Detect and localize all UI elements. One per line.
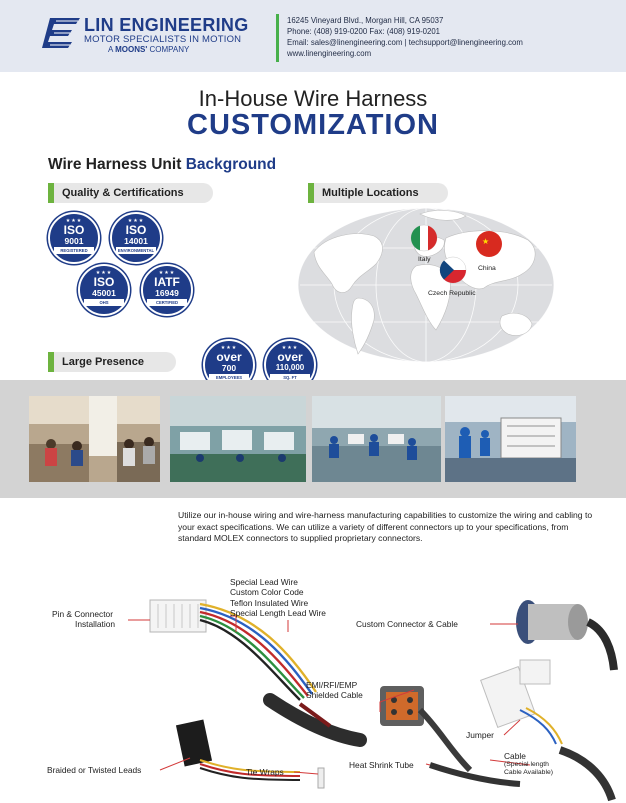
badge-number: 9001 — [64, 236, 84, 246]
czech-flag-icon — [440, 257, 466, 283]
badge-number: 14001 — [124, 236, 148, 246]
badge-title: ISO — [125, 223, 147, 237]
contact-phone: Phone: (408) 919-0200 Fax: (408) 919-0201 — [287, 27, 441, 36]
factory-photo-1 — [29, 396, 160, 482]
badge-number: 16949 — [155, 288, 179, 298]
callout-cable-note1: (Special length — [504, 761, 549, 768]
pill-presence-label: Large Presence — [62, 356, 144, 368]
page-title-line2: CUSTOMIZATION — [187, 109, 439, 141]
contact-website[interactable]: www.linengineering.com — [287, 49, 372, 58]
iatf-16949-badge — [141, 264, 193, 316]
logo-company-brand: MOONS' — [115, 45, 148, 54]
star-icon: ★★★ — [281, 345, 299, 351]
callout-custom-connector: Custom Connector & Cable — [356, 619, 458, 629]
callout-braided: Braided or Twisted Leads — [47, 765, 142, 775]
molex-connector-icon — [150, 600, 206, 632]
star-icon: ★★★ — [65, 218, 83, 224]
callout-special-1: Special Lead Wire — [230, 577, 298, 587]
callout-heat-shrink: Heat Shrink Tube — [349, 760, 414, 770]
section-heading-accent: Background — [185, 156, 277, 173]
dt-connector-icon — [380, 686, 470, 770]
badge-band: SQ. FT — [270, 374, 310, 381]
logo-company-prefix: A — [108, 45, 113, 54]
pill-bar — [308, 183, 314, 203]
contact-email[interactable]: Email: sales@linengineering.com | techsupport@linengineering.com — [287, 38, 523, 47]
badge-band: OHS — [84, 299, 124, 306]
badge-band: ENVIRONMENTAL — [117, 248, 155, 253]
badge-number: 110,000 — [275, 363, 305, 372]
callout-emi-line2: Shielded Cable — [306, 690, 363, 700]
pill-locations-label: Multiple Locations — [322, 187, 419, 199]
pill-quality-label: Quality & Certifications — [62, 187, 184, 199]
star-icon: ★★★ — [158, 270, 176, 276]
badge-number: 700 — [221, 363, 237, 373]
callout-special-4: Special Length Lead Wire — [230, 608, 326, 618]
svg-text:★: ★ — [482, 237, 490, 246]
callout-jumper: Jumper — [466, 730, 494, 740]
callout-special-2: Custom Color Code — [230, 587, 304, 597]
star-icon: ★★★ — [95, 270, 113, 276]
badge-band: EMPLOYEES — [209, 374, 249, 381]
callout-cable: Cable — [504, 751, 526, 761]
star-icon: ★★★ — [220, 345, 238, 351]
czech-label: Czech Republic — [428, 290, 476, 297]
iso-9001-badge — [48, 212, 100, 264]
page-title-line1: In-House Wire Harness — [198, 86, 428, 111]
logo-tagline: MOTOR SPECIALISTS IN MOTION — [84, 34, 242, 45]
pill-presence — [48, 352, 176, 372]
callout-tie-wraps: Tie Wraps — [246, 767, 284, 777]
logo-company-suffix: COMPANY — [149, 45, 190, 54]
tie-wrap-icon — [318, 768, 324, 788]
badge-band: CERTIFIED — [147, 299, 187, 306]
china-label: China — [478, 265, 496, 272]
callout-emi-line1: EMI/RFI/EMP — [306, 680, 358, 690]
header-divider — [276, 14, 279, 62]
pill-locations — [308, 183, 448, 203]
iso-45001-badge — [78, 264, 130, 316]
section-heading — [48, 156, 276, 174]
star-icon: ★★★ — [127, 218, 145, 224]
callout-pin-line2: Installation — [75, 619, 116, 629]
intro-paragraph: Utilize our in-house wiring and wire-harness manufacturing capabilities to customize the wiring and cabling to your exact specifications. We can utilize a variety of different connectors up to your specifications, from standard MOLEX connectors to supplied proprietary connectors. — [178, 510, 593, 543]
world-map — [296, 206, 556, 364]
pill-bar — [48, 352, 54, 372]
logo-title: LIN ENGINEERING — [84, 15, 249, 35]
callout-special-3: Teflon Insulated Wire — [230, 598, 309, 608]
badge-title: IATF — [154, 275, 180, 289]
section-heading-plain: Wire Harness Unit — [48, 156, 182, 173]
logo-company — [108, 45, 189, 54]
contact-address: 16245 Vineyard Blvd., Morgan Hill, CA 95037 — [287, 16, 444, 25]
callout-pin-line1: Pin & Connector — [52, 609, 113, 619]
badge-number: 45001 — [92, 288, 116, 298]
italy-label: Italy — [418, 256, 431, 263]
lin-logo-icon — [42, 16, 82, 50]
badge-title: ISO — [93, 275, 115, 289]
badge-title: over — [216, 350, 242, 364]
factory-photo-2 — [170, 396, 306, 482]
factory-photo-4 — [445, 396, 576, 482]
badge-title: ISO — [63, 223, 85, 237]
callout-cable-note2: Cable Available) — [504, 769, 553, 776]
factory-photo-3 — [312, 396, 441, 482]
pill-bar — [48, 183, 54, 203]
badge-title: over — [277, 350, 303, 364]
iso-14001-badge — [110, 212, 162, 264]
badge-band: REGISTERED — [54, 247, 94, 254]
pill-quality — [48, 183, 213, 203]
